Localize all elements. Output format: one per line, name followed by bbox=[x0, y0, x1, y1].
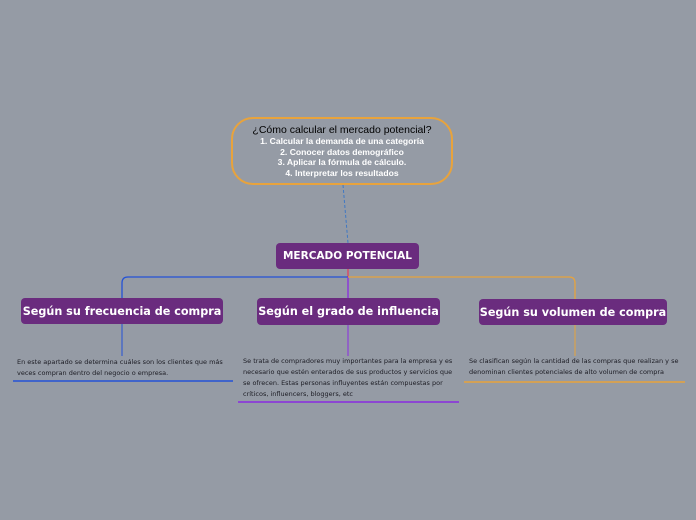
desc-volumen[interactable]: Se clasifican según la cantidad de las compras que realizan y se denominan clientes potenciales de alto volumen de compra bbox=[469, 357, 679, 376]
callout-box[interactable] bbox=[231, 117, 453, 185]
branch-line-frecuencia bbox=[122, 277, 348, 298]
branch-node-volumen[interactable]: Según su volumen de compra bbox=[479, 299, 667, 325]
branch-node-frecuencia[interactable]: Según su frecuencia de compra bbox=[21, 298, 223, 324]
desc-frecuencia[interactable]: En este apartado se determina cuáles son los clientes que más veces compran dentro del negocio o empresa. bbox=[17, 358, 223, 377]
callout-question: ¿Cómo calcular el mercado potencial? bbox=[252, 124, 432, 136]
branch-line-volumen bbox=[348, 277, 575, 299]
callout-step-3: 3. Aplicar la fórmula de cálculo. bbox=[277, 157, 407, 167]
callout-step-4: 4. Interpretar los resultados bbox=[285, 167, 399, 178]
callout-link bbox=[343, 185, 348, 243]
callout-step-1: 1. Calcular la demanda de una categoría bbox=[260, 136, 424, 146]
root-node[interactable]: MERCADO POTENCIAL bbox=[276, 243, 419, 269]
callout-step-2: 2. Conocer datos demográfico bbox=[280, 146, 404, 157]
desc-influencia[interactable]: Se trata de compradores muy importantes para la empresa y es necesario que estén enterados de sus productos y servicios que se ofrecen. Estas personas influyentes están compuestas por críticos, influencers, bloggers, etc bbox=[243, 357, 453, 398]
branch-node-influencia[interactable]: Según el grado de influencia bbox=[257, 298, 440, 325]
